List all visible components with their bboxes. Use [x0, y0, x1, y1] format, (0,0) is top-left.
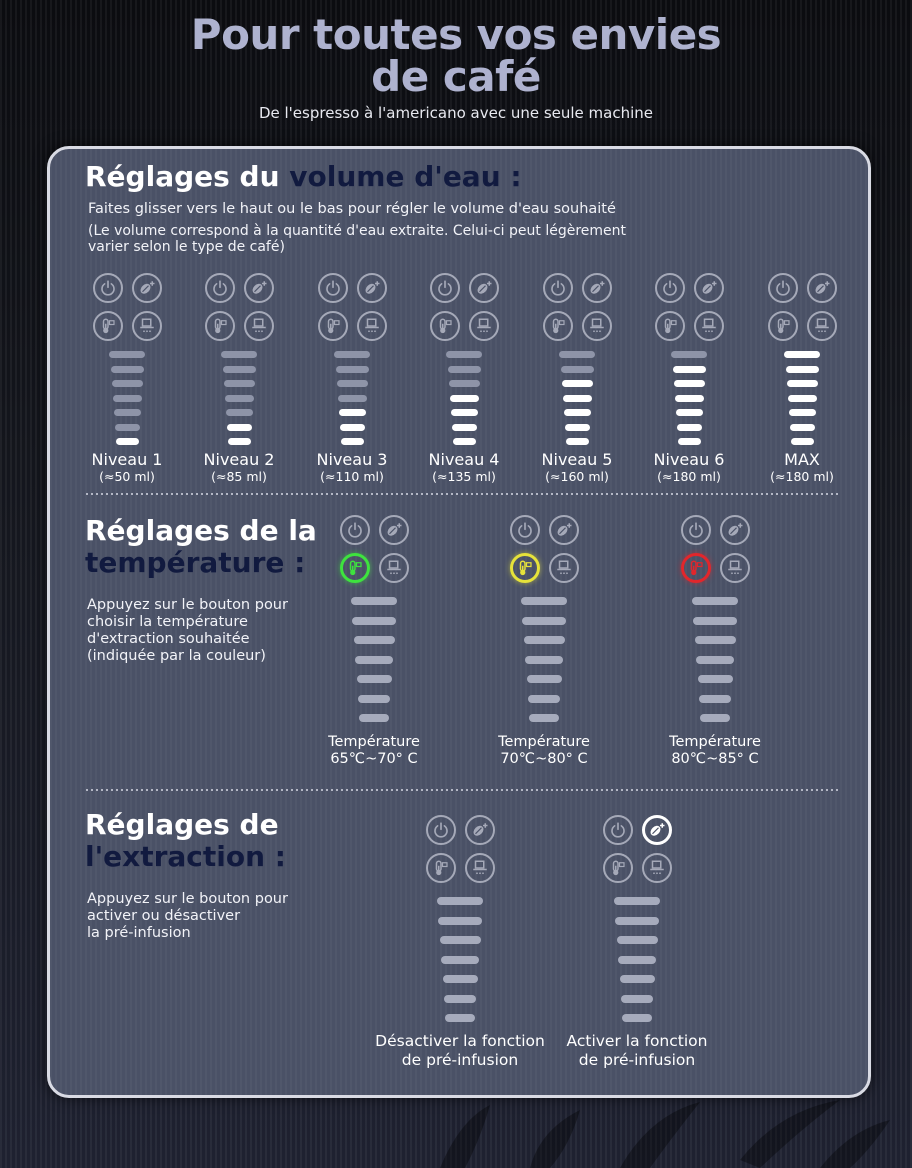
power-icon[interactable] — [426, 815, 456, 845]
level-volume: (≈110 ml) — [320, 469, 384, 484]
temperature-title-accent: température : — [85, 546, 306, 579]
control-panel-icons — [747, 273, 857, 341]
volume-slider[interactable] — [634, 351, 744, 445]
hero-subtitle: De l'espresso à l'americano avec une seule machine — [258, 104, 654, 122]
volume-bar — [357, 675, 392, 683]
extraction-description — [87, 891, 288, 942]
temperature-range: 70℃~80° C — [500, 751, 588, 767]
volume-bar — [674, 380, 705, 387]
volume-bar — [358, 695, 390, 703]
pre-infusion-caption: de pré-infusion — [401, 1051, 519, 1069]
thermometer-icon[interactable] — [205, 311, 235, 341]
temperature-description — [87, 597, 288, 665]
plant-silhouette-decoration — [420, 1100, 900, 1168]
volume-bar — [692, 597, 738, 605]
level-volume: (≈50 ml) — [99, 469, 155, 484]
volume-bar — [351, 597, 397, 605]
temperature-title — [85, 515, 317, 579]
volume-bar — [695, 636, 736, 644]
coffee-bean-plus-icon[interactable] — [582, 273, 612, 303]
volume-bar — [790, 424, 815, 431]
volume-bar — [618, 956, 656, 964]
coffee-bean-plus-icon[interactable] — [642, 815, 672, 845]
water-volume-note-line1: (Le volume correspond à la quantité d'eau extraite. Celui-ci peut légèrement — [88, 223, 627, 239]
water-level-5 — [522, 273, 632, 484]
hero-title-line1: Pour toutes vos envies — [190, 10, 722, 59]
extraction-desc-line: activer ou désactiver — [87, 908, 241, 924]
water-level-2 — [184, 273, 294, 484]
coffee-bean-plus-icon[interactable] — [465, 815, 495, 845]
volume-bar — [562, 380, 593, 387]
power-icon[interactable] — [318, 273, 348, 303]
volume-bar — [355, 656, 393, 664]
extraction-title-main: Réglages de — [85, 808, 279, 841]
volume-bar — [788, 395, 817, 402]
volume-bar — [564, 409, 591, 416]
thermometer-icon[interactable] — [318, 311, 348, 341]
volume-bar — [227, 424, 252, 431]
volume-bar — [617, 936, 658, 944]
volume-bar — [114, 409, 141, 416]
thermometer-icon[interactable] — [510, 553, 540, 583]
cup-icon[interactable] — [469, 311, 499, 341]
power-icon[interactable] — [543, 273, 573, 303]
level-volume: (≈180 ml) — [770, 469, 834, 484]
temperature-option-yellow — [484, 515, 604, 768]
volume-bar — [622, 1014, 652, 1022]
level-volume: (≈160 ml) — [545, 469, 609, 484]
temperature-option-red — [655, 515, 775, 768]
pre-infusion-caption: de pré-infusion — [578, 1051, 696, 1069]
control-panel-icons — [72, 273, 182, 341]
control-panel-icons — [522, 273, 632, 341]
coffee-bean-plus-icon[interactable] — [694, 273, 724, 303]
volume-bar — [615, 917, 659, 925]
volume-slider[interactable] — [72, 351, 182, 445]
volume-bar — [678, 438, 701, 445]
volume-bar — [693, 617, 737, 625]
coffee-bean-plus-icon[interactable] — [379, 515, 409, 545]
volume-bar — [228, 438, 251, 445]
volume-bar — [113, 395, 142, 402]
water-volume-title — [85, 161, 522, 193]
control-panel-icons — [552, 815, 722, 883]
control-panel-icons — [375, 815, 545, 883]
volume-bar — [452, 424, 477, 431]
control-panel-icons — [484, 515, 604, 583]
coffee-bean-plus-icon[interactable] — [469, 273, 499, 303]
volume-bar — [563, 395, 592, 402]
volume-bar — [787, 380, 818, 387]
volume-slider[interactable] — [552, 897, 722, 1022]
power-icon[interactable] — [603, 815, 633, 845]
control-panel-icons — [297, 273, 407, 341]
volume-bar — [453, 438, 476, 445]
power-icon[interactable] — [430, 273, 460, 303]
cup-icon[interactable] — [465, 853, 495, 883]
power-icon[interactable] — [510, 515, 540, 545]
volume-bar — [528, 695, 560, 703]
volume-bar — [339, 409, 366, 416]
volume-slider[interactable] — [297, 351, 407, 445]
power-icon[interactable] — [93, 273, 123, 303]
volume-bar — [225, 395, 254, 402]
temperature-range: 80℃~85° C — [671, 751, 759, 767]
level-label: Niveau 2 — [203, 450, 275, 469]
volume-bar — [784, 351, 820, 358]
cup-icon[interactable] — [807, 311, 837, 341]
volume-bar — [359, 714, 389, 722]
level-volume: (≈180 ml) — [657, 469, 721, 484]
cup-icon[interactable] — [357, 311, 387, 341]
temperature-option-green — [314, 515, 434, 768]
hero-title-line2: de café — [371, 52, 541, 101]
volume-slider[interactable] — [375, 897, 545, 1022]
level-label: Niveau 6 — [653, 450, 725, 469]
water-level-7 — [747, 273, 857, 484]
extraction-desc-line: Appuyez sur le bouton pour — [87, 891, 288, 907]
coffee-bean-plus-icon[interactable] — [244, 273, 274, 303]
volume-slider[interactable] — [522, 351, 632, 445]
power-icon[interactable] — [340, 515, 370, 545]
volume-bar — [529, 714, 559, 722]
water-volume-title-accent: volume d'eau : — [289, 160, 522, 193]
coffee-bean-plus-icon[interactable] — [357, 273, 387, 303]
temperature-desc-line: (indiquée par la couleur) — [87, 648, 266, 664]
volume-bar — [676, 409, 703, 416]
pre-infusion-off-option — [375, 815, 545, 1070]
volume-bar — [527, 675, 562, 683]
volume-bar — [791, 438, 814, 445]
volume-slider[interactable] — [184, 351, 294, 445]
divider — [86, 493, 838, 495]
volume-bar — [112, 380, 143, 387]
coffee-bean-plus-icon[interactable] — [549, 515, 579, 545]
volume-bar — [446, 351, 482, 358]
volume-bar — [621, 995, 653, 1003]
level-volume: (≈85 ml) — [211, 469, 267, 484]
level-label: MAX — [784, 450, 820, 469]
power-icon[interactable] — [681, 515, 711, 545]
temperature-range: 65℃~70° C — [330, 751, 418, 767]
volume-slider[interactable] — [484, 597, 604, 722]
extraction-desc-line: la pré-infusion — [87, 925, 191, 941]
volume-bar — [440, 936, 481, 944]
level-label: Niveau 4 — [428, 450, 500, 469]
control-panel-icons — [655, 515, 775, 583]
volume-bar — [698, 675, 733, 683]
volume-bar — [789, 409, 816, 416]
power-icon[interactable] — [655, 273, 685, 303]
volume-bar — [696, 656, 734, 664]
volume-bar — [224, 380, 255, 387]
volume-bar — [111, 366, 144, 373]
thermometer-icon[interactable] — [681, 553, 711, 583]
volume-slider[interactable] — [314, 597, 434, 722]
thermometer-icon[interactable] — [543, 311, 573, 341]
water-level-1 — [72, 273, 182, 484]
power-icon[interactable] — [205, 273, 235, 303]
volume-bar — [448, 366, 481, 373]
level-label: Niveau 1 — [91, 450, 163, 469]
volume-bar — [336, 366, 369, 373]
volume-bar — [226, 409, 253, 416]
volume-bar — [565, 424, 590, 431]
volume-bar — [675, 395, 704, 402]
thermometer-icon[interactable] — [655, 311, 685, 341]
volume-bar — [334, 351, 370, 358]
thermometer-icon[interactable] — [603, 853, 633, 883]
volume-bar — [566, 438, 589, 445]
volume-bar — [786, 366, 819, 373]
volume-bar — [443, 975, 478, 983]
cup-icon[interactable] — [379, 553, 409, 583]
volume-bar — [352, 617, 396, 625]
cup-icon[interactable] — [582, 311, 612, 341]
temperature-label: Température — [669, 734, 761, 750]
volume-bar — [614, 897, 660, 905]
thermometer-icon[interactable] — [93, 311, 123, 341]
volume-bar — [221, 351, 257, 358]
volume-bar — [341, 438, 364, 445]
volume-bar — [444, 995, 476, 1003]
control-panel-icons — [409, 273, 519, 341]
level-label: Niveau 5 — [541, 450, 613, 469]
volume-bar — [337, 380, 368, 387]
volume-bar — [450, 395, 479, 402]
thermometer-icon[interactable] — [430, 311, 460, 341]
volume-bar — [338, 395, 367, 402]
volume-bar — [620, 975, 655, 983]
volume-bar — [115, 424, 140, 431]
water-volume-note-line2: varier selon le type de café) — [88, 239, 285, 255]
temperature-label: Température — [328, 734, 420, 750]
water-level-3 — [297, 273, 407, 484]
volume-slider[interactable] — [747, 351, 857, 445]
volume-bar — [561, 366, 594, 373]
control-panel-icons — [184, 273, 294, 341]
cup-icon[interactable] — [642, 853, 672, 883]
volume-bar — [441, 956, 479, 964]
temperature-desc-line: d'extraction souhaitée — [87, 631, 250, 647]
volume-bar — [451, 409, 478, 416]
water-level-4 — [409, 273, 519, 484]
pre-infusion-on-option — [552, 815, 722, 1070]
volume-bar — [340, 424, 365, 431]
temperature-title-main: Réglages de la — [85, 514, 317, 547]
volume-bar — [522, 617, 566, 625]
coffee-bean-plus-icon[interactable] — [132, 273, 162, 303]
volume-bar — [671, 351, 707, 358]
volume-bar — [521, 597, 567, 605]
coffee-bean-plus-icon[interactable] — [720, 515, 750, 545]
cup-icon[interactable] — [244, 311, 274, 341]
cup-icon[interactable] — [132, 311, 162, 341]
thermometer-icon[interactable] — [340, 553, 370, 583]
volume-bar — [700, 714, 730, 722]
control-panel-icons — [314, 515, 434, 583]
temperature-label: Température — [498, 734, 590, 750]
volume-slider[interactable] — [409, 351, 519, 445]
volume-bar — [438, 917, 482, 925]
power-icon[interactable] — [768, 273, 798, 303]
volume-bar — [699, 695, 731, 703]
volume-bar — [445, 1014, 475, 1022]
thermometer-icon[interactable] — [426, 853, 456, 883]
volume-bar — [449, 380, 480, 387]
pre-infusion-caption: Désactiver la fonction — [375, 1032, 545, 1050]
water-volume-instruction: Faites glisser vers le haut ou le bas pour régler le volume d'eau souhaité — [88, 201, 616, 217]
volume-slider[interactable] — [655, 597, 775, 722]
level-label: Niveau 3 — [316, 450, 388, 469]
temperature-desc-line: Appuyez sur le bouton pour — [87, 597, 288, 613]
volume-bar — [673, 366, 706, 373]
volume-bar — [677, 424, 702, 431]
volume-bar — [524, 636, 565, 644]
volume-bar — [354, 636, 395, 644]
volume-bar — [437, 897, 483, 905]
volume-bar — [223, 366, 256, 373]
pre-infusion-caption: Activer la fonction — [566, 1032, 708, 1050]
temperature-desc-line: choisir la température — [87, 614, 248, 630]
hero-header — [0, 10, 912, 122]
divider — [86, 789, 838, 791]
water-level-6 — [634, 273, 744, 484]
cup-icon[interactable] — [549, 553, 579, 583]
control-panel-icons — [634, 273, 744, 341]
cup-icon[interactable] — [720, 553, 750, 583]
volume-bar — [109, 351, 145, 358]
volume-bar — [525, 656, 563, 664]
coffee-bean-plus-icon[interactable] — [807, 273, 837, 303]
extraction-title-accent: l'extraction : — [85, 840, 287, 873]
extraction-title — [85, 809, 286, 873]
settings-panel — [47, 146, 871, 1098]
cup-icon[interactable] — [694, 311, 724, 341]
volume-bar — [559, 351, 595, 358]
level-volume: (≈135 ml) — [432, 469, 496, 484]
volume-bar — [116, 438, 139, 445]
water-volume-title-main: Réglages du — [85, 160, 290, 193]
thermometer-icon[interactable] — [768, 311, 798, 341]
